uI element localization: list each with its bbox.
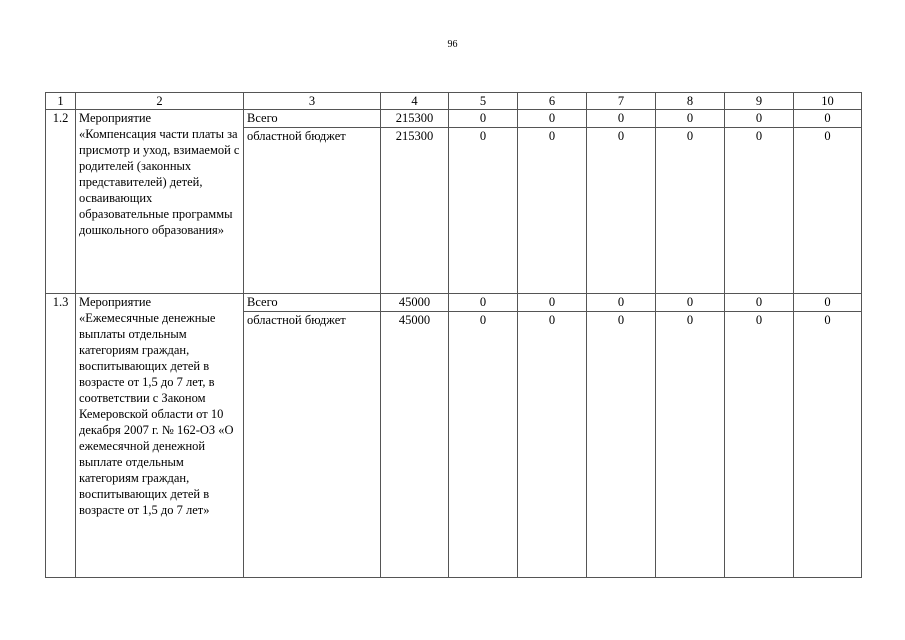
- value-cell: 0: [518, 128, 587, 294]
- column-header: 3: [244, 93, 381, 110]
- funding-source: Всего: [244, 110, 381, 128]
- table-row: [46, 294, 862, 312]
- value-cell: 0: [587, 312, 656, 578]
- row-description-text: «Ежемесячные денежные выплаты отдельным категориям граждан, воспитывающих детей в возрасте от 1,5 до 7 лет, в соответствии с Законом Кемеровской области от 10 декабря 2007 г. № 162-ОЗ «О ежемесячной денежной выплате отдельным категориям граждан, воспитывающих детей в возрасте от 1,5 до 7 лет»: [79, 311, 234, 517]
- value-cell: 0: [587, 128, 656, 294]
- funding-source: Всего: [244, 294, 381, 312]
- value-cell: 0: [449, 312, 518, 578]
- value-cell: 0: [725, 110, 794, 128]
- value-cell: 0: [518, 312, 587, 578]
- table-header-row: [46, 93, 862, 110]
- value-cell: 0: [656, 294, 725, 312]
- column-header: 4: [381, 93, 449, 110]
- value-cell: 0: [449, 294, 518, 312]
- row-description-text: «Компенсация части платы за присмотр и уход, взимаемой с родителей (законных представителей) детей, осваивающих образовательные программы дошкольного образования»: [79, 127, 240, 237]
- page-number: 96: [447, 39, 458, 50]
- value-cell: 0: [587, 294, 656, 312]
- row-id: 1.2: [46, 110, 76, 294]
- budget-table: [45, 92, 862, 578]
- column-header: 6: [518, 93, 587, 110]
- row-description: [76, 110, 244, 294]
- column-header: 7: [587, 93, 656, 110]
- value-cell: 0: [449, 128, 518, 294]
- value-cell: 0: [725, 294, 794, 312]
- column-header: 1: [46, 93, 76, 110]
- row-title: Мероприятие: [79, 111, 152, 125]
- value-cell: 45000: [381, 312, 449, 578]
- column-header: 9: [725, 93, 794, 110]
- funding-source: областной бюджет: [244, 312, 381, 578]
- value-cell: 0: [656, 128, 725, 294]
- value-cell: 0: [794, 128, 862, 294]
- value-cell: 0: [725, 312, 794, 578]
- value-cell: 215300: [381, 110, 449, 128]
- column-header: 10: [794, 93, 862, 110]
- value-cell: 45000: [381, 294, 449, 312]
- row-title: Мероприятие: [79, 295, 152, 309]
- value-cell: 0: [449, 110, 518, 128]
- table-row: [46, 110, 862, 128]
- value-cell: 0: [518, 294, 587, 312]
- value-cell: 0: [656, 110, 725, 128]
- value-cell: 0: [656, 312, 725, 578]
- value-cell: 0: [518, 110, 587, 128]
- value-cell: 0: [794, 110, 862, 128]
- column-header: 2: [76, 93, 244, 110]
- value-cell: 0: [794, 312, 862, 578]
- column-header: 5: [449, 93, 518, 110]
- value-cell: 0: [794, 294, 862, 312]
- value-cell: 215300: [381, 128, 449, 294]
- value-cell: 0: [587, 110, 656, 128]
- row-id: 1.3: [46, 294, 76, 578]
- funding-source: областной бюджет: [244, 128, 381, 294]
- row-description: [76, 294, 244, 578]
- column-header: 8: [656, 93, 725, 110]
- value-cell: 0: [725, 128, 794, 294]
